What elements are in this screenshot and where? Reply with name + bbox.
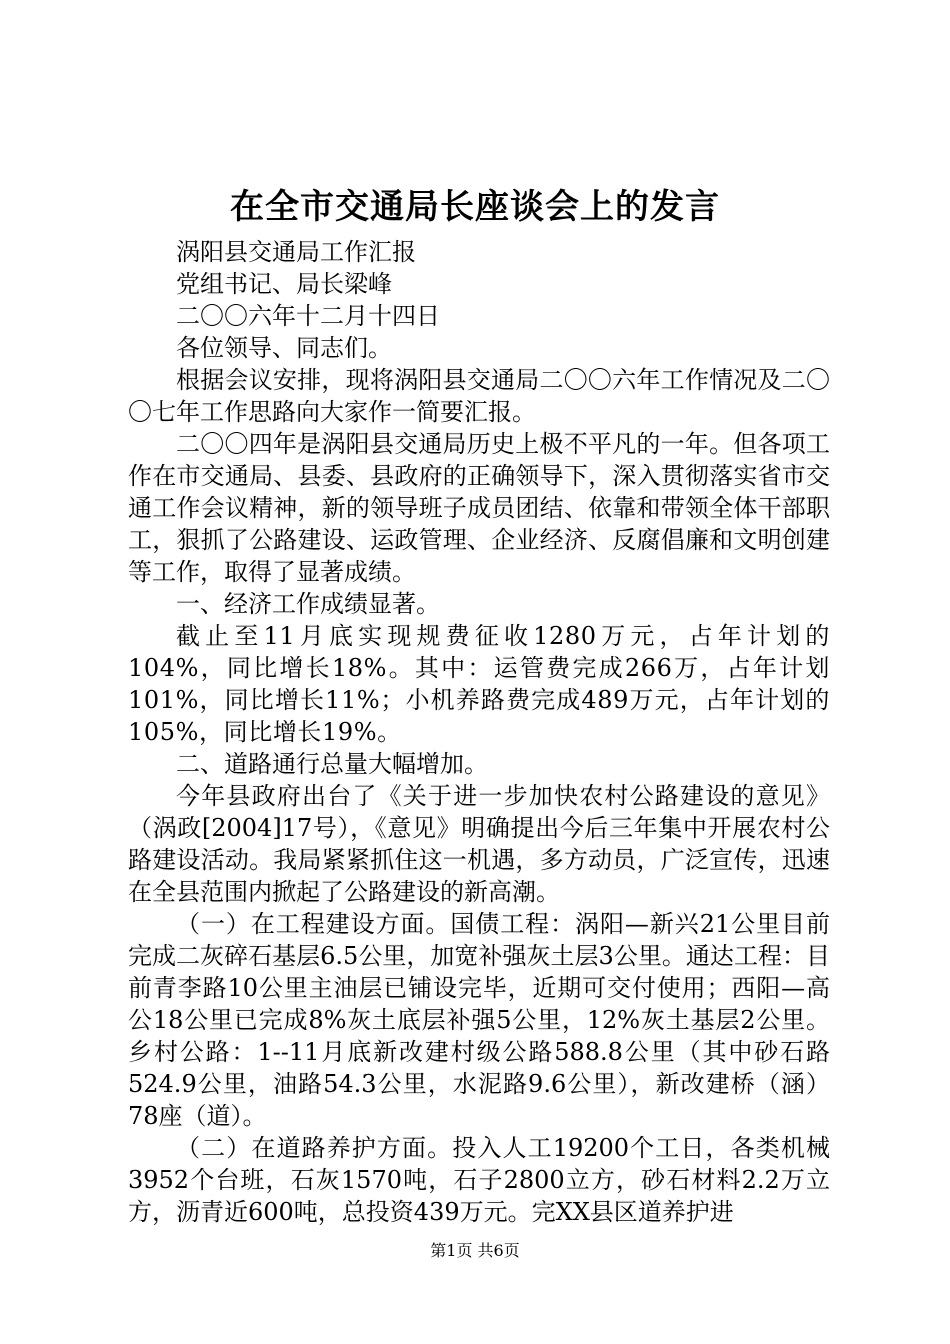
paragraph-maintenance: （二）在道路养护方面。投入人工19200个工日，各类机械3952个台班，石灰1570吨，石子2800立方，砂石材料2.2万立方，沥青近600吨，总投资439万元。完XX县区道养护进 — [128, 1134, 830, 1226]
paragraph-economy: 截止至11月底实现规费征收1280万元，占年计划的104%，同比增长18%。其中：运管费完成266万，占年计划101%，同比增长11%；小机养路费完成489万元，占年计划的105%，同比增长19%。 — [128, 622, 830, 746]
paragraph-overview: 二〇〇四年是涡阳县交通局历史上极不平凡的一年。但各项工作在市交通局、县委、县政府的正确领导下，深入贯彻落实省市交通工作会议精神，新的领导班子成员团结、依靠和带领全体干部职工，狠抓了公路建设、运政管理、企业经济、反腐倡廉和文明创建等工作，取得了显著成绩。 — [128, 430, 830, 586]
section-heading-roads: 二、道路通行总量大幅增加。 — [176, 750, 488, 778]
report-subtitle: 涡阳县交通局工作汇报 — [176, 238, 416, 266]
document-body — [128, 236, 830, 1228]
section-heading-economy: 一、经济工作成绩显著。 — [176, 590, 440, 618]
paragraph-construction: （一）在工程建设方面。国债工程：涡阳—新兴21公里目前完成二灰碎石基层6.5公里，加宽补强灰土层3公里。通达工程：目前青李路10公里主油层已铺设完毕，近期可交付使用；西阳—高公18公里已完成8%灰土底层补强5公里，12%灰土基层2公里。乡村公路：1--11月底新改建村级公路588.8公里（其中砂石路524.9公里，油路54.3公里，水泥路9.6公里），新改建桥（涵）78座（道）。 — [128, 910, 830, 1130]
date-line: 二〇〇六年十二月十四日 — [176, 302, 440, 330]
document-title: 在全市交通局长座谈会上的发言 — [230, 187, 720, 227]
page-footer: 第1页 共6页 — [430, 1241, 520, 1260]
salutation: 各位领导、同志们。 — [176, 334, 392, 362]
paragraph-intro: 根据会议安排，现将涡阳县交通局二〇〇六年工作情况及二〇〇七年工作思路向大家作一简要汇报。 — [128, 366, 830, 426]
paragraph-roads: 今年县政府出台了《关于进一步加快农村公路建设的意见》（涡政[2004]17号），《意见》明确提出今后三年集中开展农村公路建设活动。我局紧紧抓住这一机遇，多方动员，广泛宣传，迅速在全县范围内掀起了公路建设的新高潮。 — [128, 782, 830, 906]
author-line: 党组书记、局长梁峰 — [176, 270, 392, 298]
